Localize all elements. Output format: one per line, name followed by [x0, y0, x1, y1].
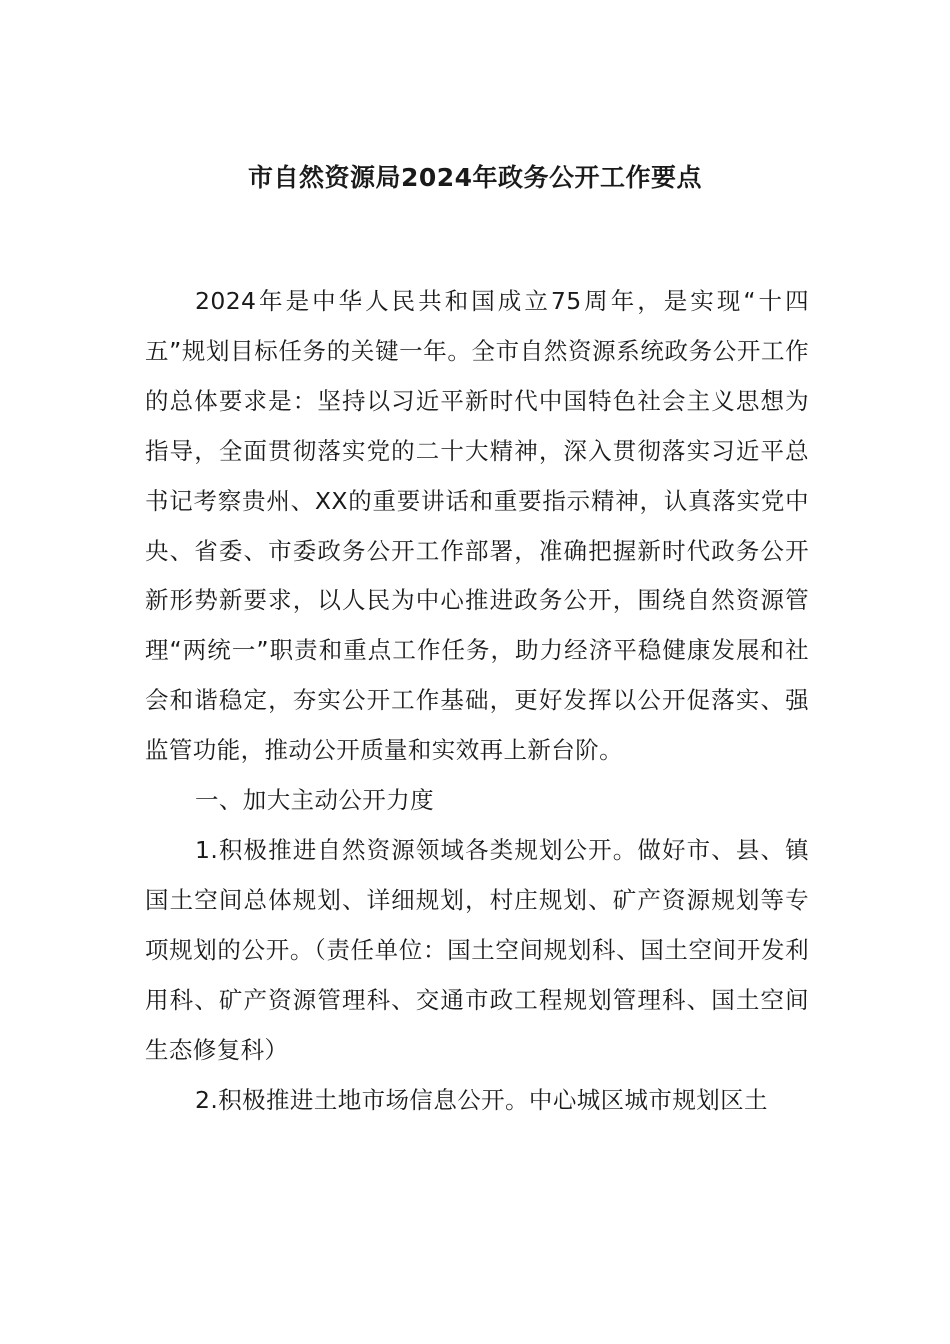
document-body — [145, 277, 809, 1125]
item-paragraph-1: 1.积极推进自然资源领域各类规划公开。做好市、县、镇国土空间总体规划、详细规划，村庄规划、矿产资源规划等专项规划的公开。（责任单位：国土空间规划科、国土空间开发利用科、矿产资源管理科、交通市政工程规划管理科、国土空间生态修复科） — [145, 835, 809, 1064]
document-title: 市自然资源局2024年政务公开工作要点 — [247, 163, 703, 192]
item-paragraph-2: 2.积极推进土地市场信息公开。中心城区城市规划区土 — [195, 1085, 768, 1114]
section-heading-1: 一、加大主动公开力度 — [195, 786, 434, 815]
intro-paragraph: 2024年是中华人民共和国成立75周年，是实现“十四五”规划目标任务的关键一年。全市自然资源系统政务公开工作的总体要求是：坚持以习近平新时代中国特色社会主义思想为指导，全面贯彻落实党的二十大精神，深入贯彻落实习近平总书记考察贵州、XX的重要讲话和重要指示精神，认真落实党中央、省委、市委政务公开工作部署，准确把握新时代政务公开新形势新要求，以人民为中心推进政务公开，围绕自然资源管理“两统一”职责和重点工作任务，助力经济平稳健康发展和社会和谐稳定，夯实公开工作基础，更好发挥以公开促落实、强监管功能，推动公开质量和实效再上新台阶。 — [145, 287, 809, 765]
